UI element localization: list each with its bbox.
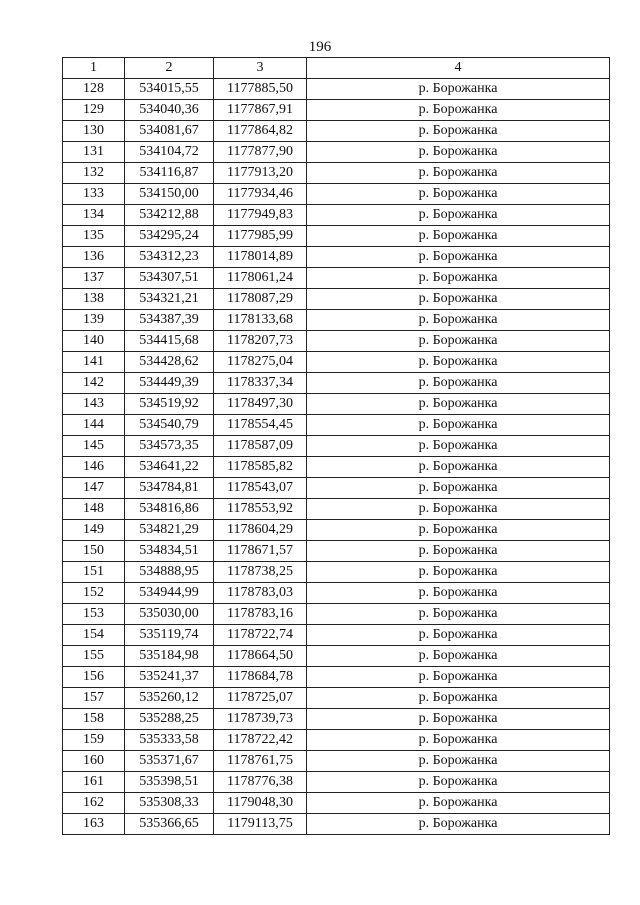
table-header-row [63,58,610,79]
table-row [63,520,610,541]
y-coordinate-cell: 1178739,73 [214,709,307,730]
description-cell: р. Борожанка [307,394,610,415]
table-row [63,751,610,772]
x-coordinate-cell: 535398,51 [125,772,214,793]
table-row [63,499,610,520]
x-coordinate-cell: 534307,51 [125,268,214,289]
table-row [63,793,610,814]
table-row [63,247,610,268]
point-number-cell: 156 [63,667,125,688]
x-coordinate-cell: 534387,39 [125,310,214,331]
x-coordinate-cell: 535333,58 [125,730,214,751]
y-coordinate-cell: 1178671,57 [214,541,307,562]
point-number-cell: 133 [63,184,125,205]
point-number-cell: 153 [63,604,125,625]
y-coordinate-cell: 1178761,75 [214,751,307,772]
point-number-cell: 155 [63,646,125,667]
table-row [63,79,610,100]
table-row [63,478,610,499]
table-row [63,289,610,310]
x-coordinate-cell: 534040,36 [125,100,214,121]
x-coordinate-cell: 534116,87 [125,163,214,184]
x-coordinate-cell: 535288,25 [125,709,214,730]
x-coordinate-cell: 534816,86 [125,499,214,520]
description-cell: р. Борожанка [307,730,610,751]
x-coordinate-cell: 534834,51 [125,541,214,562]
description-cell: р. Борожанка [307,604,610,625]
table-row [63,562,610,583]
table-row [63,310,610,331]
y-coordinate-cell: 1178587,09 [214,436,307,457]
y-coordinate-cell: 1177885,50 [214,79,307,100]
y-coordinate-cell: 1178684,78 [214,667,307,688]
x-coordinate-cell: 535241,37 [125,667,214,688]
point-number-cell: 157 [63,688,125,709]
point-number-cell: 149 [63,520,125,541]
y-coordinate-cell: 1178722,42 [214,730,307,751]
y-coordinate-cell: 1178337,34 [214,373,307,394]
table-row [63,100,610,121]
y-coordinate-cell: 1178497,30 [214,394,307,415]
description-cell: р. Борожанка [307,646,610,667]
point-number-cell: 141 [63,352,125,373]
table-row [63,625,610,646]
y-coordinate-cell: 1178207,73 [214,331,307,352]
x-coordinate-cell: 535308,33 [125,793,214,814]
description-cell: р. Борожанка [307,142,610,163]
header-col-1: 1 [63,58,125,79]
y-coordinate-cell: 1177934,46 [214,184,307,205]
point-number-cell: 148 [63,499,125,520]
description-cell: р. Борожанка [307,625,610,646]
description-cell: р. Борожанка [307,751,610,772]
y-coordinate-cell: 1178776,38 [214,772,307,793]
description-cell: р. Борожанка [307,100,610,121]
point-number-cell: 161 [63,772,125,793]
page-number: 196 [308,39,332,55]
point-number-cell: 159 [63,730,125,751]
table-row [63,604,610,625]
x-coordinate-cell: 535260,12 [125,688,214,709]
point-number-cell: 128 [63,79,125,100]
table-row [63,541,610,562]
point-number-cell: 138 [63,289,125,310]
table-row [63,583,610,604]
y-coordinate-cell: 1178061,24 [214,268,307,289]
description-cell: р. Борожанка [307,709,610,730]
description-cell: р. Борожанка [307,667,610,688]
x-coordinate-cell: 534944,99 [125,583,214,604]
x-coordinate-cell: 534821,29 [125,520,214,541]
y-coordinate-cell: 1178664,50 [214,646,307,667]
x-coordinate-cell: 534519,92 [125,394,214,415]
x-coordinate-cell: 534150,00 [125,184,214,205]
description-cell: р. Борожанка [307,457,610,478]
x-coordinate-cell: 534540,79 [125,415,214,436]
y-coordinate-cell: 1178553,92 [214,499,307,520]
x-coordinate-cell: 534784,81 [125,478,214,499]
table-row [63,268,610,289]
point-number-cell: 134 [63,205,125,226]
description-cell: р. Борожанка [307,247,610,268]
table-row [63,373,610,394]
x-coordinate-cell: 535119,74 [125,625,214,646]
point-number-cell: 132 [63,163,125,184]
y-coordinate-cell: 1178275,04 [214,352,307,373]
point-number-cell: 158 [63,709,125,730]
y-coordinate-cell: 1178585,82 [214,457,307,478]
header-col-4: 4 [307,58,610,79]
description-cell: р. Борожанка [307,478,610,499]
point-number-cell: 160 [63,751,125,772]
description-cell: р. Борожанка [307,310,610,331]
y-coordinate-cell: 1178543,07 [214,478,307,499]
table-row [63,730,610,751]
point-number-cell: 144 [63,415,125,436]
header-col-3: 3 [214,58,307,79]
y-coordinate-cell: 1178087,29 [214,289,307,310]
x-coordinate-cell: 534312,23 [125,247,214,268]
description-cell: р. Борожанка [307,226,610,247]
y-coordinate-cell: 1178133,68 [214,310,307,331]
y-coordinate-cell: 1178783,16 [214,604,307,625]
table-row [63,814,610,835]
y-coordinate-cell: 1179048,30 [214,793,307,814]
y-coordinate-cell: 1178604,29 [214,520,307,541]
point-number-cell: 154 [63,625,125,646]
y-coordinate-cell: 1177949,83 [214,205,307,226]
description-cell: р. Борожанка [307,373,610,394]
y-coordinate-cell: 1178783,03 [214,583,307,604]
point-number-cell: 150 [63,541,125,562]
x-coordinate-cell: 534888,95 [125,562,214,583]
table-row [63,352,610,373]
x-coordinate-cell: 534641,22 [125,457,214,478]
description-cell: р. Борожанка [307,121,610,142]
point-number-cell: 146 [63,457,125,478]
table-row [63,205,610,226]
y-coordinate-cell: 1177877,90 [214,142,307,163]
description-cell: р. Борожанка [307,268,610,289]
point-number-cell: 137 [63,268,125,289]
table-row [63,163,610,184]
x-coordinate-cell: 535371,67 [125,751,214,772]
description-cell: р. Борожанка [307,205,610,226]
x-coordinate-cell: 535184,98 [125,646,214,667]
table-row [63,184,610,205]
point-number-cell: 145 [63,436,125,457]
x-coordinate-cell: 535366,65 [125,814,214,835]
table-row [63,142,610,163]
y-coordinate-cell: 1177985,99 [214,226,307,247]
description-cell: р. Борожанка [307,499,610,520]
y-coordinate-cell: 1177867,91 [214,100,307,121]
point-number-cell: 135 [63,226,125,247]
x-coordinate-cell: 534415,68 [125,331,214,352]
x-coordinate-cell: 534081,67 [125,121,214,142]
table-row [63,667,610,688]
x-coordinate-cell: 534428,62 [125,352,214,373]
point-number-cell: 147 [63,478,125,499]
point-number-cell: 136 [63,247,125,268]
x-coordinate-cell: 534212,88 [125,205,214,226]
point-number-cell: 131 [63,142,125,163]
description-cell: р. Борожанка [307,415,610,436]
description-cell: р. Борожанка [307,814,610,835]
x-coordinate-cell: 535030,00 [125,604,214,625]
description-cell: р. Борожанка [307,163,610,184]
table-row [63,436,610,457]
table-row [63,121,610,142]
description-cell: р. Борожанка [307,583,610,604]
table-row [63,226,610,247]
header-col-2: 2 [125,58,214,79]
description-cell: р. Борожанка [307,331,610,352]
point-number-cell: 140 [63,331,125,352]
table-row [63,415,610,436]
y-coordinate-cell: 1177864,82 [214,121,307,142]
point-number-cell: 162 [63,793,125,814]
point-number-cell: 163 [63,814,125,835]
table-body [63,79,610,835]
point-number-cell: 130 [63,121,125,142]
y-coordinate-cell: 1178725,07 [214,688,307,709]
description-cell: р. Борожанка [307,520,610,541]
point-number-cell: 129 [63,100,125,121]
description-cell: р. Борожанка [307,688,610,709]
description-cell: р. Борожанка [307,541,610,562]
point-number-cell: 139 [63,310,125,331]
point-number-cell: 143 [63,394,125,415]
coordinates-table [62,57,610,835]
y-coordinate-cell: 1178722,74 [214,625,307,646]
x-coordinate-cell: 534321,21 [125,289,214,310]
table-row [63,457,610,478]
description-cell: р. Борожанка [307,352,610,373]
y-coordinate-cell: 1179113,75 [214,814,307,835]
point-number-cell: 152 [63,583,125,604]
table-row [63,646,610,667]
x-coordinate-cell: 534295,24 [125,226,214,247]
description-cell: р. Борожанка [307,793,610,814]
y-coordinate-cell: 1178738,25 [214,562,307,583]
y-coordinate-cell: 1177913,20 [214,163,307,184]
x-coordinate-cell: 534449,39 [125,373,214,394]
description-cell: р. Борожанка [307,79,610,100]
point-number-cell: 142 [63,373,125,394]
description-cell: р. Борожанка [307,562,610,583]
y-coordinate-cell: 1178554,45 [214,415,307,436]
table-row [63,709,610,730]
y-coordinate-cell: 1178014,89 [214,247,307,268]
point-number-cell: 151 [63,562,125,583]
x-coordinate-cell: 534104,72 [125,142,214,163]
description-cell: р. Борожанка [307,436,610,457]
table-row [63,688,610,709]
x-coordinate-cell: 534015,55 [125,79,214,100]
table-row [63,331,610,352]
description-cell: р. Борожанка [307,289,610,310]
table-row [63,394,610,415]
description-cell: р. Борожанка [307,772,610,793]
table-row [63,772,610,793]
x-coordinate-cell: 534573,35 [125,436,214,457]
description-cell: р. Борожанка [307,184,610,205]
